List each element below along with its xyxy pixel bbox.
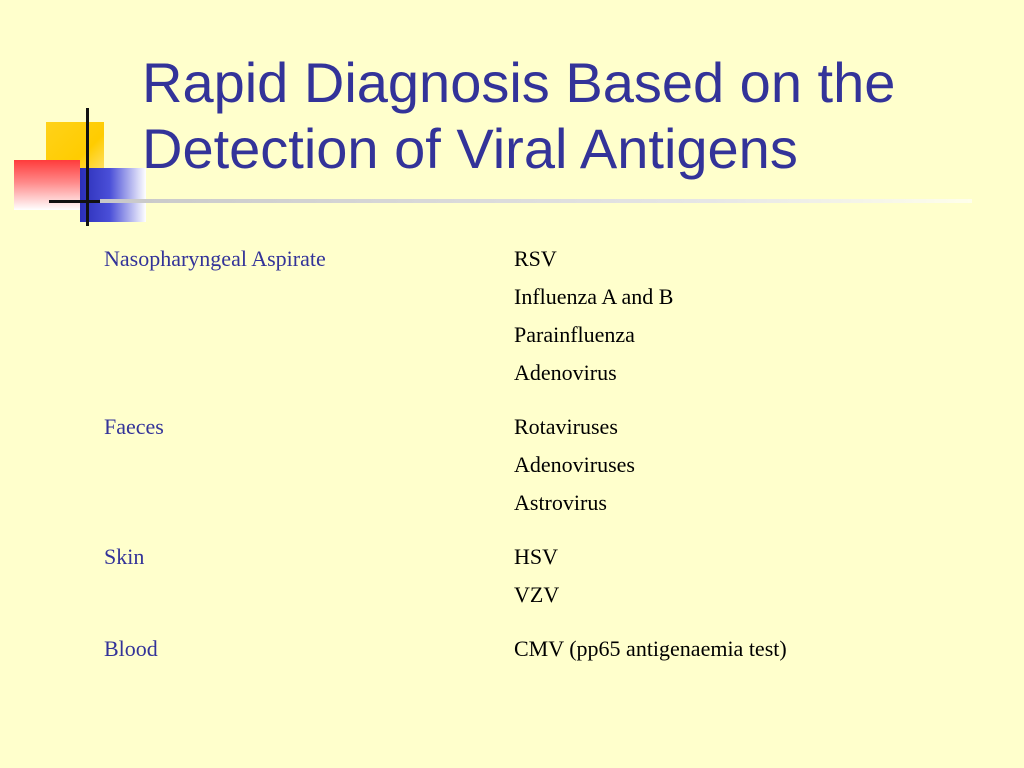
virus-list <box>514 630 787 668</box>
virus-item: Rotaviruses <box>514 414 618 439</box>
virus-item: Adenoviruses <box>514 452 635 477</box>
virus-item: Adenovirus <box>514 360 617 385</box>
virus-item: CMV (pp65 antigenaemia test) <box>514 636 787 661</box>
specimen-group-nasopharyngeal-aspirate <box>104 240 984 392</box>
specimen-virus-table <box>104 240 984 668</box>
slide-title <box>142 50 1002 182</box>
virus-list <box>514 538 559 614</box>
specimen-label: Nasopharyngeal Aspirate <box>104 246 326 271</box>
decorative-vertical-line <box>86 108 89 226</box>
title-line-1: Rapid Diagnosis Based on the <box>142 51 896 114</box>
virus-list <box>514 240 673 392</box>
title-divider <box>100 199 972 203</box>
decorative-blue-square <box>80 168 146 222</box>
virus-item: HSV <box>514 544 559 569</box>
specimen-group-faeces <box>104 408 984 522</box>
virus-item: RSV <box>514 246 557 271</box>
specimen-label: Faeces <box>104 414 164 439</box>
specimen-group-blood <box>104 630 984 668</box>
title-line-2: Detection of Viral Antigens <box>142 117 798 180</box>
virus-item: Influenza A and B <box>514 284 674 309</box>
virus-item: Parainfluenza <box>514 322 635 347</box>
specimen-label: Blood <box>104 636 158 661</box>
virus-item: Astrovirus <box>514 490 607 515</box>
virus-item: VZV <box>514 582 560 607</box>
virus-list <box>514 408 635 522</box>
specimen-group-skin <box>104 538 984 614</box>
specimen-label: Skin <box>104 544 145 569</box>
